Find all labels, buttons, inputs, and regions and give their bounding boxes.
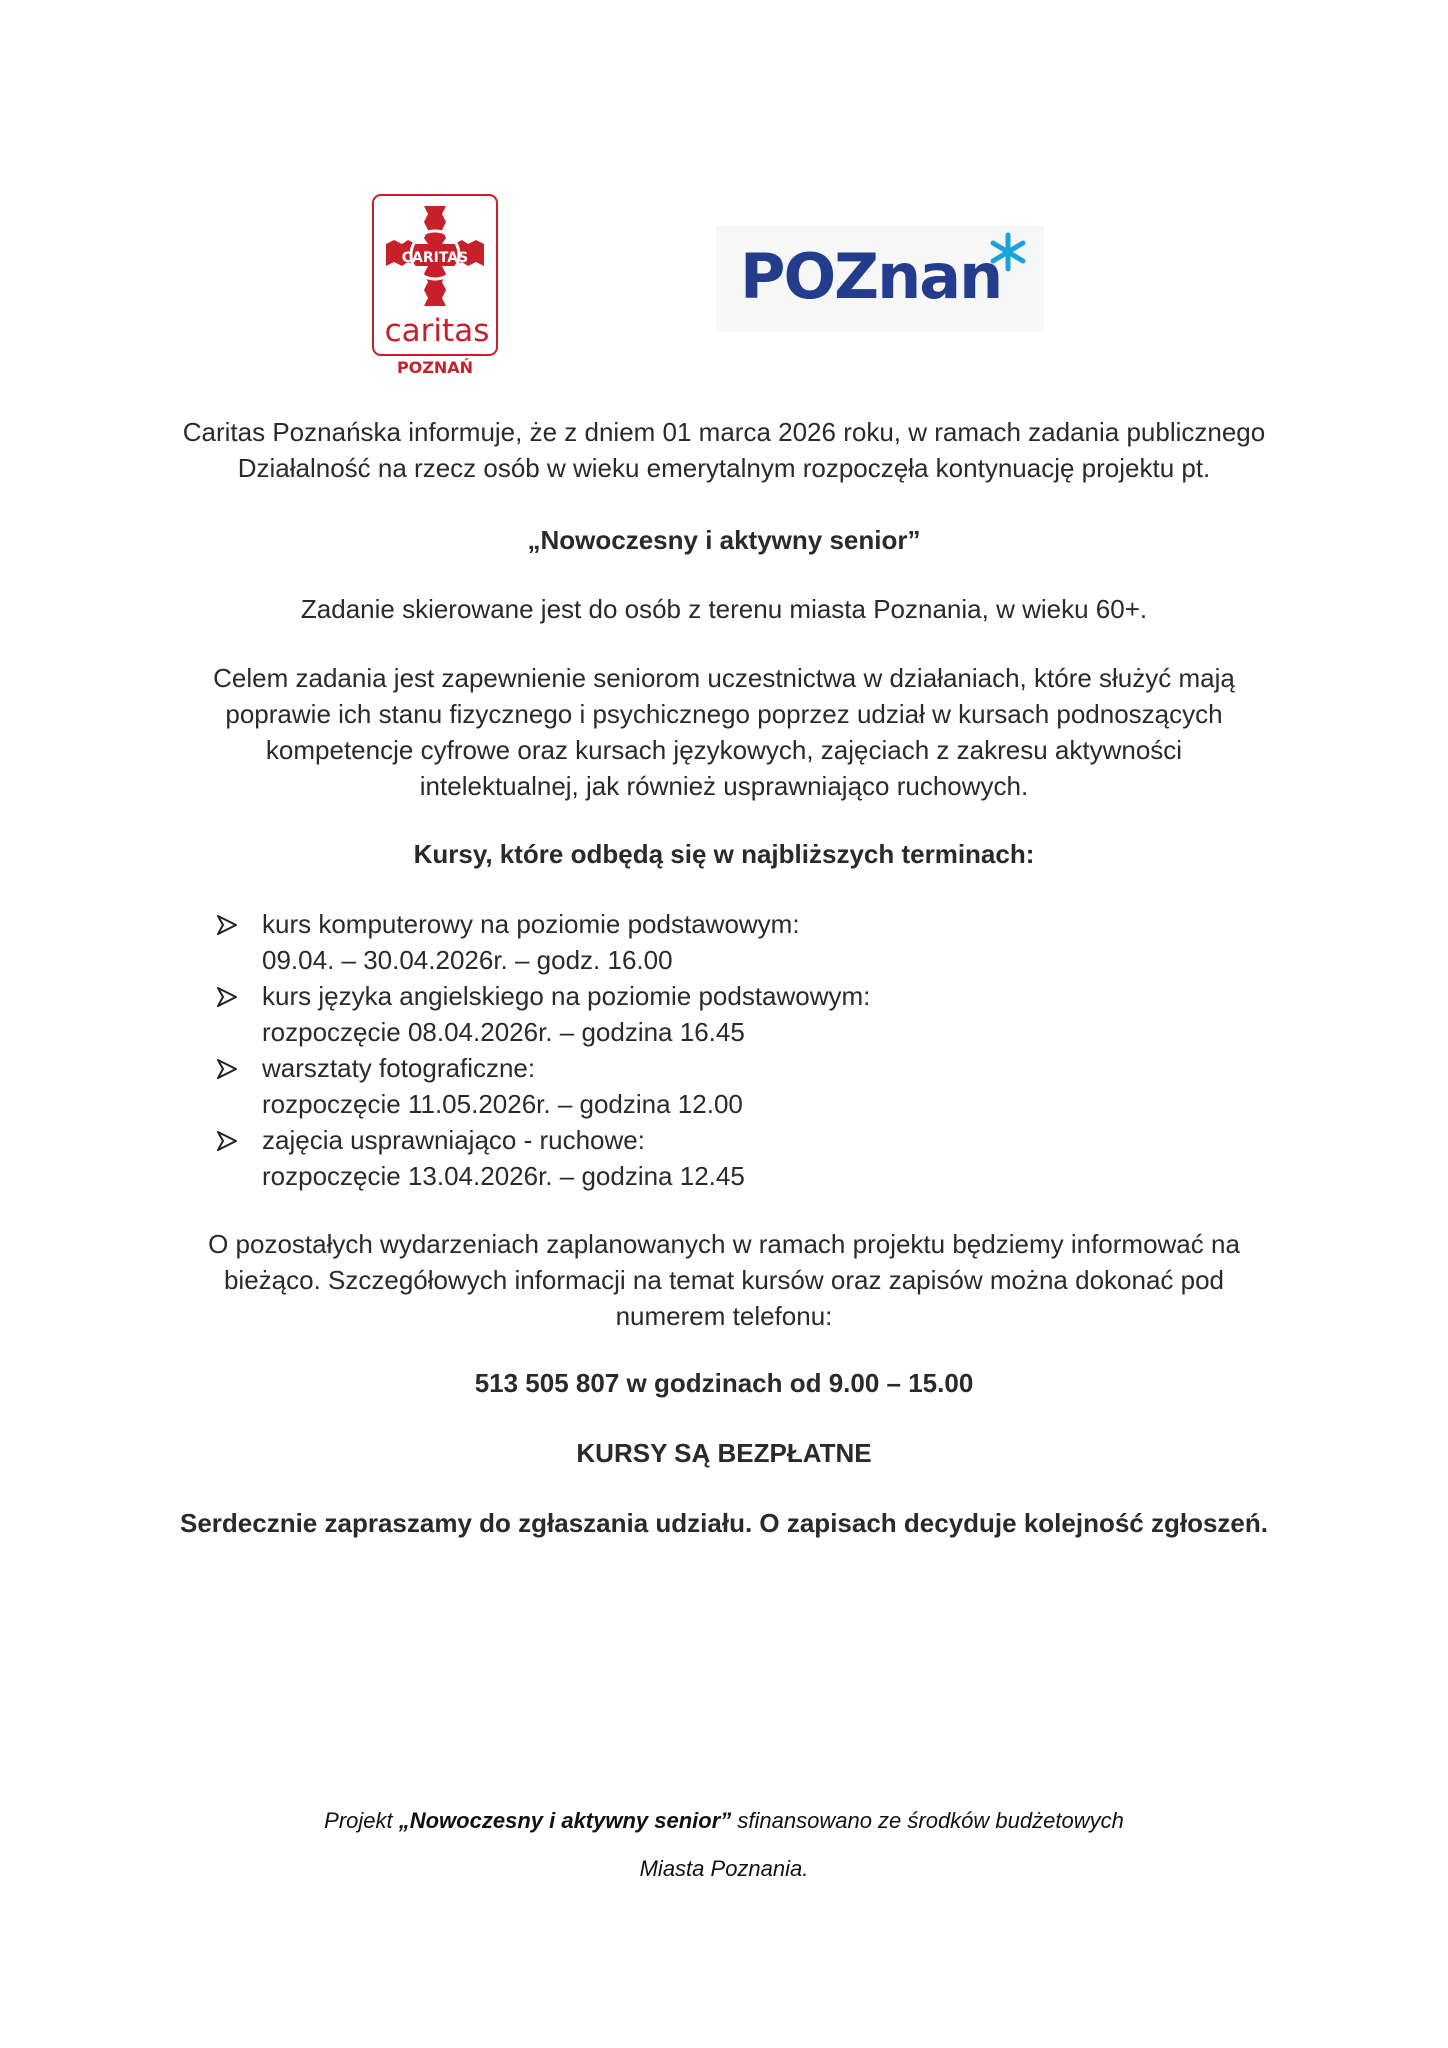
course-name: kurs języka angielskiego na poziomie podstawowym: [262,981,871,1011]
footer-project-name: „Nowoczesny i aktywny senior” [398,1808,732,1833]
poznan-wordmark: POZnan [740,240,1002,313]
goal-paragraph [150,660,1298,804]
goal-line: intelektualnej, jak również usprawniająco ruchowych. [419,771,1029,801]
course-schedule: rozpoczęcie 08.04.2026r. – godzina 16.45 [262,1017,745,1047]
caritas-cross-text: CARITAS [401,250,469,266]
footer-prefix: Projekt [324,1808,399,1833]
project-title: „Nowoczesny i aktywny senior” [527,525,921,555]
free-notice: KURSY SĄ BEZPŁATNE [576,1438,872,1468]
course-list [214,906,1114,1194]
info-line: O pozostałych wydarzeniach zaplanowanych w ramach projektu będziemy informować na [208,1229,1240,1259]
footer-line-1 [150,1806,1298,1836]
intro-line: Caritas Poznańska informuje, że z dniem 01 marca 2026 roku, w ramach zadania publicznego [182,417,1266,447]
info-line: numerem telefonu: [615,1301,833,1331]
arrow-bullet-icon [214,906,244,942]
caritas-logo [372,194,504,380]
course-item [214,1122,1114,1194]
arrow-bullet-icon [214,1122,244,1158]
info-paragraph [150,1226,1298,1334]
caritas-cross-icon [380,202,490,312]
poznan-star-icon [988,232,1028,272]
intro-paragraph [150,414,1298,486]
info-line: bieżąco. Szczegółowych informacji na temat kursów oraz zapisów można dokonać pod [223,1265,1225,1295]
course-item [214,978,1114,1050]
courses-heading: Kursy, które odbędą się w najbliższych terminach: [413,839,1035,869]
phone-line: 513 505 807 w godzinach od 9.00 – 15.00 [474,1368,974,1398]
course-name: warsztaty fotograficzne: [262,1053,536,1083]
course-name: zajęcia usprawniająco - ruchowe: [262,1125,645,1155]
course-item [214,1050,1114,1122]
course-name: kurs komputerowy na poziomie podstawowym: [262,909,800,939]
caritas-city: POZNAŃ [396,358,474,377]
target-text: Zadanie skierowane jest do osób z terenu miasta Poznania, w wieku 60+. [300,594,1148,624]
arrow-bullet-icon [214,978,244,1014]
intro-line: Działalność na rzecz osób w wieku emerytalnym rozpoczęła kontynuację projektu pt. [237,453,1211,483]
goal-line: poprawie ich stanu fizycznego i psychicznego poprzez udział w kursach podnoszących [225,699,1223,729]
footer-line-2: Miasta Poznania. [639,1856,809,1881]
poznan-logo [716,226,1044,332]
caritas-logo-frame [372,194,498,356]
course-schedule: rozpoczęcie 11.05.2026r. – godzina 12.00 [262,1089,743,1119]
invite-text: Serdecznie zapraszamy do zgłaszania udziału. O zapisach decyduje kolejność zgłoszeń. [179,1508,1268,1538]
goal-line: kompetencje cyfrowe oraz kursach językowych, zajęciach z zakresu aktywności [265,735,1183,765]
arrow-bullet-icon [214,1050,244,1086]
course-item [214,906,1114,978]
caritas-wordmark: caritas [384,313,490,349]
course-schedule: rozpoczęcie 13.04.2026r. – godzina 12.45 [262,1161,745,1191]
goal-line: Celem zadania jest zapewnienie seniorom uczestnictwa w działaniach, które służyć mają [213,663,1235,693]
course-schedule: 09.04. – 30.04.2026r. – godz. 16.00 [262,945,673,975]
footer-suffix: sfinansowano ze środków budżetowych [731,1808,1124,1833]
